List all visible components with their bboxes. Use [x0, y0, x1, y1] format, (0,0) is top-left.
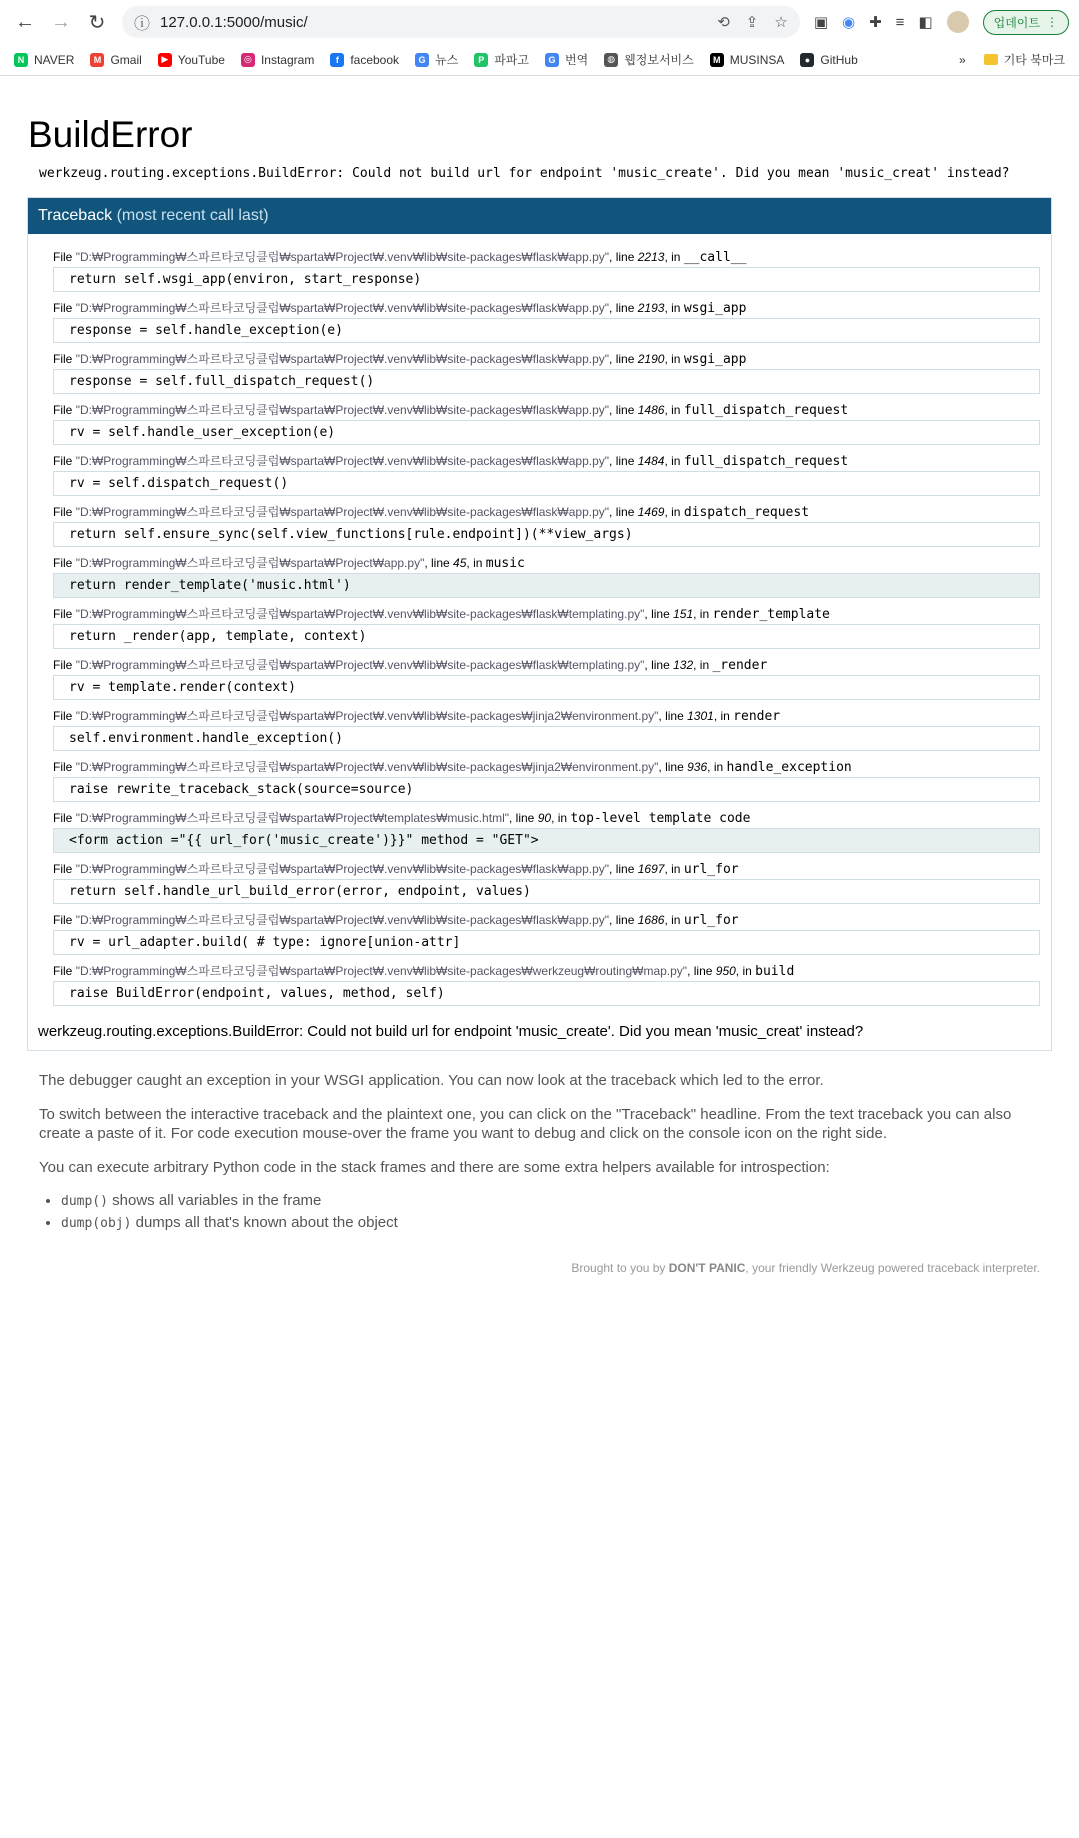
frame-file-prefix: File — [53, 505, 73, 519]
frame-function: url_for — [683, 913, 739, 928]
frame-filename: "D:₩Programming₩스파르타코딩클럽₩sparta₩Project₩templates₩music.html" — [75, 811, 509, 825]
frame-in-word: in — [713, 760, 724, 774]
bookmark-item[interactable] — [415, 51, 458, 68]
forward-arrow-icon[interactable]: → — [51, 10, 71, 33]
traceback-headline[interactable] — [28, 198, 1051, 234]
frame-file-prefix: File — [53, 556, 73, 570]
frame-in-word: in — [720, 709, 730, 723]
frame-filename: "D:₩Programming₩스파르타코딩클럽₩sparta₩Project₩.venv₩lib₩site-packages₩flask₩app.py" — [75, 454, 610, 468]
frame-header: File "D:₩Programming₩스파르타코딩클럽₩sparta₩Project₩.venv₩lib₩site-packages₩flask₩templating.py", line 151, in render_template — [53, 607, 830, 622]
frame-header: File "D:₩Programming₩스파르타코딩클럽₩sparta₩Project₩.venv₩lib₩site-packages₩flask₩templating.py", line 132, in _render — [53, 658, 768, 673]
youtube-icon: ▶ — [158, 53, 172, 67]
frame-line-word: line — [615, 454, 635, 468]
traceback-frame — [53, 758, 1040, 802]
bookmark-item[interactable] — [90, 53, 141, 67]
bookmark-item[interactable] — [710, 53, 785, 67]
frame-header: File "D:₩Programming₩스파르타코딩클럽₩sparta₩Project₩.venv₩lib₩site-packages₩flask₩app.py", line 2190, in wsgi_app — [53, 352, 747, 367]
bookmark-item[interactable] — [604, 51, 694, 68]
traceback-frame — [53, 503, 1040, 547]
extension-record-icon[interactable]: ◉ — [842, 14, 856, 31]
other-bookmarks-folder[interactable] — [984, 51, 1065, 68]
frame-filename: "D:₩Programming₩스파르타코딩클럽₩sparta₩Project₩app.py" — [75, 556, 425, 570]
helper-text: dumps all that's known about the object — [131, 1213, 398, 1231]
frame-filename: "D:₩Programming₩스파르타코딩클럽₩sparta₩Project₩.venv₩lib₩site-packages₩werkzeug₩routing₩map.py" — [75, 964, 688, 978]
frame-line-word: line — [431, 556, 450, 570]
frame-file-prefix: File — [53, 250, 73, 264]
frame-header: File "D:₩Programming₩스파르타코딩클럽₩sparta₩Project₩.venv₩lib₩site-packages₩jinja2₩environment.py", line 1301, in render — [53, 709, 781, 724]
helper-text: shows all variables in the frame — [107, 1192, 322, 1209]
frame-header: File "D:₩Programming₩스파르타코딩클럽₩sparta₩Project₩app.py", line 45, in music — [53, 556, 525, 571]
explanation-paragraph-1: The debugger caught an exception in your WSGI application. You can now look at the traceback which led to the error. — [39, 1072, 824, 1089]
update-button[interactable] — [983, 10, 1069, 35]
frame-header: File "D:₩Programming₩스파르타코딩클럽₩sparta₩Project₩.venv₩lib₩site-packages₩flask₩app.py", line 2193, in wsgi_app — [53, 301, 747, 316]
frame-in-word: in — [699, 658, 710, 672]
frame-function: _render — [712, 658, 768, 673]
frame-in-word: in — [671, 352, 681, 366]
instagram-icon: ◎ — [241, 53, 255, 67]
frame-function: url_for — [683, 862, 739, 877]
frame-line-number: 950 — [715, 964, 736, 978]
url-text[interactable]: 127.0.0.1:5000/music/ — [160, 13, 308, 31]
frame-function: render — [733, 709, 781, 724]
frame-source-line[interactable]: return render_template('music.html') — [53, 573, 1040, 598]
bookmark-label: Gmail — [110, 52, 142, 67]
frame-filename: "D:₩Programming₩스파르타코딩클럽₩sparta₩Project₩.venv₩lib₩site-packages₩flask₩app.py" — [75, 352, 610, 366]
frame-header: File "D:₩Programming₩스파르타코딩클럽₩sparta₩Project₩.venv₩lib₩site-packages₩flask₩app.py", line 1697, in url_for — [53, 862, 739, 877]
traceback-frame — [53, 554, 1040, 598]
translate-page-icon[interactable]: ⟲ — [717, 14, 730, 31]
page-title: BuildError — [28, 114, 193, 155]
frame-line-word: line — [651, 607, 670, 621]
frame-line-word: line — [615, 250, 635, 264]
musinsa-icon: M — [710, 53, 724, 67]
side-panel-icon[interactable]: ◧ — [918, 14, 933, 31]
extensions-puzzle-icon[interactable]: ✚ — [869, 14, 882, 31]
facebook-icon: f — [330, 53, 344, 67]
frame-filename: "D:₩Programming₩스파르타코딩클럽₩sparta₩Project₩.venv₩lib₩site-packages₩flask₩app.py" — [75, 403, 610, 417]
frame-filename: "D:₩Programming₩스파르타코딩클럽₩sparta₩Project₩.venv₩lib₩site-packages₩flask₩app.py" — [75, 862, 610, 876]
more-bookmarks-chevron[interactable]: » — [959, 52, 966, 67]
frame-line-number: 45 — [453, 556, 467, 570]
frame-filename: "D:₩Programming₩스파르타코딩클럽₩sparta₩Project₩.venv₩lib₩site-packages₩flask₩app.py" — [75, 913, 610, 927]
frame-source-line[interactable]: raise rewrite_traceback_stack(source=source) — [53, 777, 1040, 802]
back-arrow-icon[interactable]: ← — [15, 10, 35, 33]
frame-file-prefix: File — [53, 403, 73, 417]
browser-toolbar — [0, 0, 1079, 44]
traceback-subtitle: (most recent call last) — [116, 207, 269, 224]
bookmark-item[interactable] — [158, 53, 225, 67]
frame-filename: "D:₩Programming₩스파르타코딩클럽₩sparta₩Project₩.venv₩lib₩site-packages₩flask₩app.py" — [75, 301, 610, 315]
helper-code: dump() — [61, 1194, 108, 1209]
bookmark-item[interactable] — [474, 51, 529, 68]
bookmark-item[interactable] — [14, 53, 74, 67]
explanation-paragraph-2: To switch between the interactive traceback and the plaintext one, you can click on the "Traceback" headline. From the text traceback you can also create a paste of it. For code execution mouse-over the frame you want to debug and click on the console icon on the right side. — [39, 1105, 1012, 1142]
traceback-frame — [53, 350, 1040, 394]
bookmark-label: NAVER — [34, 52, 75, 67]
footer-brand: DON'T PANIC — [668, 1260, 746, 1275]
frame-line-word: line — [615, 301, 635, 315]
frame-in-word: in — [671, 862, 681, 876]
frame-in-word: in — [557, 811, 568, 825]
address-bar[interactable] — [122, 6, 800, 38]
news-icon: G — [415, 53, 429, 67]
frame-line-word: line — [665, 760, 684, 774]
traceback-title: Traceback — [38, 207, 113, 224]
bookmark-item[interactable] — [330, 53, 399, 67]
frame-function: full_dispatch_request — [683, 403, 849, 418]
traceback-frame — [53, 962, 1040, 1006]
frame-line-number: 1469 — [637, 505, 665, 519]
frame-source-line[interactable]: response = self.full_dispatch_request() — [53, 369, 1040, 394]
bookmark-label: GitHub — [820, 52, 858, 67]
frame-in-word: in — [671, 403, 681, 417]
extension-box-icon[interactable]: ▣ — [813, 14, 828, 31]
frame-header: File "D:₩Programming₩스파르타코딩클럽₩sparta₩Project₩.venv₩lib₩site-packages₩werkzeug₩routing₩map.py", line 950, in build — [53, 964, 795, 979]
frame-line-word: line — [515, 811, 535, 825]
frame-filename: "D:₩Programming₩스파르타코딩클럽₩sparta₩Project₩.venv₩lib₩site-packages₩jinja2₩environment.py" — [75, 760, 659, 774]
folder-icon — [984, 54, 998, 65]
bookmark-label: 번역 — [564, 53, 589, 67]
frame-line-number: 1301 — [687, 709, 714, 723]
bookmark-label: 뉴스 — [435, 53, 459, 67]
frame-source-line[interactable]: raise BuildError(endpoint, values, method, self) — [53, 981, 1040, 1006]
traceback-frame — [53, 605, 1040, 649]
share-icon[interactable]: ⇪ — [745, 14, 759, 31]
frame-line-word: line — [615, 403, 635, 417]
frame-list — [28, 234, 1051, 1006]
frame-header: File "D:₩Programming₩스파르타코딩클럽₩sparta₩Project₩.venv₩lib₩site-packages₩flask₩app.py", line 1486, in full_dispatch_request — [53, 403, 849, 418]
frame-header: File "D:₩Programming₩스파르타코딩클럽₩sparta₩Project₩.venv₩lib₩site-packages₩flask₩app.py", line 2213, in __call__ — [53, 250, 747, 265]
frame-header: File "D:₩Programming₩스파르타코딩클럽₩sparta₩Project₩templates₩music.html", line 90, in top-level template code — [53, 811, 751, 826]
bookmark-item[interactable] — [800, 53, 857, 67]
error-message: werkzeug.routing.exceptions.BuildError: Could not build url for endpoint 'music_create'. Did you mean 'music_creat' instead? — [39, 166, 1010, 181]
traceback-frame — [53, 707, 1040, 751]
traceback-frame — [53, 911, 1040, 955]
bookmark-label: Instagram — [260, 52, 315, 67]
helper-code: dump(obj) — [61, 1215, 132, 1231]
avatar[interactable] — [947, 11, 969, 33]
frame-in-word: in — [671, 301, 681, 315]
helpers-list — [39, 1191, 1040, 1233]
kebab-menu-icon: ⋮ — [1046, 15, 1058, 29]
frame-function: handle_exception — [726, 760, 852, 775]
frame-line-word: line — [693, 964, 713, 978]
frame-function: render_template — [712, 607, 830, 622]
frame-line-word: line — [615, 505, 635, 519]
traceback-frame — [53, 656, 1040, 700]
frame-line-number: 2193 — [637, 301, 665, 315]
list-item — [61, 1213, 1040, 1233]
frame-line-word: line — [615, 862, 635, 876]
footer-suffix: , your friendly Werkzeug powered traceback interpreter. — [745, 1260, 1040, 1275]
traceback-frame — [53, 299, 1040, 343]
frame-file-prefix: File — [53, 607, 73, 621]
frame-in-word: in — [671, 250, 681, 264]
frame-file-prefix: File — [53, 301, 73, 315]
frame-source-line[interactable]: rv = self.dispatch_request() — [53, 471, 1040, 496]
reload-icon[interactable]: ↻ — [88, 11, 106, 34]
bookmark-item[interactable] — [545, 51, 588, 68]
frame-filename: "D:₩Programming₩스파르타코딩클럽₩sparta₩Project₩.venv₩lib₩site-packages₩flask₩app.py" — [75, 505, 610, 519]
list-item — [61, 1191, 1040, 1211]
traceback-frame — [53, 248, 1040, 292]
bookmark-label: 웹정보서비스 — [624, 53, 694, 67]
frame-line-number: 2213 — [637, 250, 665, 264]
frame-in-word: in — [671, 505, 681, 519]
frame-source-line[interactable]: rv = url_adapter.build( # type: ignore[union-attr] — [53, 930, 1040, 955]
frame-source-line[interactable]: return self.ensure_sync(self.view_functions[rule.endpoint])(**view_args) — [53, 522, 1040, 547]
bookmarks-bar — [0, 44, 1079, 76]
frame-header: File "D:₩Programming₩스파르타코딩클럽₩sparta₩Project₩.venv₩lib₩site-packages₩flask₩app.py", line 1469, in dispatch_request — [53, 505, 810, 520]
frame-source-line[interactable]: return self.wsgi_app(environ, start_response) — [53, 267, 1040, 292]
traceback-panel — [27, 197, 1052, 1051]
footer-prefix: Brought to you by — [571, 1260, 669, 1275]
frame-filename: "D:₩Programming₩스파르타코딩클럽₩sparta₩Project₩.venv₩lib₩site-packages₩flask₩app.py" — [75, 250, 610, 264]
frame-filename: "D:₩Programming₩스파르타코딩클럽₩sparta₩Project₩.venv₩lib₩site-packages₩jinja2₩environment.py" — [75, 709, 659, 723]
bookmark-star-icon[interactable]: ☆ — [774, 14, 788, 31]
frame-file-prefix: File — [53, 658, 73, 672]
naver-icon: N — [14, 53, 28, 67]
bookmark-label: 파파고 — [494, 53, 529, 67]
frame-file-prefix: File — [53, 862, 73, 876]
globe-icon: ◍ — [604, 53, 618, 67]
explanation — [27, 1071, 1052, 1276]
bookmark-label: facebook — [350, 52, 400, 67]
traceback-frame — [53, 401, 1040, 445]
bookmark-label: YouTube — [177, 52, 225, 67]
media-queue-icon[interactable]: ≡ — [895, 13, 905, 31]
frame-source-line[interactable]: <form action ="{{ url_for('music_create')}}" method = "GET"> — [53, 828, 1040, 853]
frame-in-word: in — [671, 913, 681, 927]
frame-source-line[interactable]: return self.handle_url_build_error(error, endpoint, values) — [53, 879, 1040, 904]
traceback-frame — [53, 809, 1040, 853]
explanation-paragraph-3: You can execute arbitrary Python code in the stack frames and there are some extra helpers available for introspection: — [39, 1158, 830, 1176]
frame-line-number: 1486 — [637, 403, 665, 417]
bookmark-label: MUSINSA — [729, 52, 785, 67]
plain-error-message: werkzeug.routing.exceptions.BuildError: Could not build url for endpoint 'music_create'. Did you mean 'music_creat' instead? — [38, 1023, 864, 1040]
frame-line-number: 1686 — [637, 913, 665, 927]
frame-function: build — [755, 964, 795, 979]
other-bookmarks-label: 기타 북마크 — [1003, 53, 1065, 67]
update-button-label: 업데이트 — [993, 15, 1040, 30]
frame-source-line[interactable]: return _render(app, template, context) — [53, 624, 1040, 649]
debugger-page — [0, 114, 1079, 1276]
frame-in-word: in — [699, 607, 710, 621]
frame-function: full_dispatch_request — [683, 454, 849, 469]
github-icon: ● — [800, 53, 814, 67]
frame-line-number: 2190 — [637, 352, 665, 366]
traceback-frame — [53, 452, 1040, 496]
frame-filename: "D:₩Programming₩스파르타코딩클럽₩sparta₩Project₩.venv₩lib₩site-packages₩flask₩templating.py" — [75, 607, 645, 621]
footer — [39, 1261, 1040, 1277]
frame-file-prefix: File — [53, 964, 73, 978]
frame-source-line[interactable]: rv = template.render(context) — [53, 675, 1040, 700]
frame-header: File "D:₩Programming₩스파르타코딩클럽₩sparta₩Project₩.venv₩lib₩site-packages₩jinja2₩environment.py", line 936, in handle_exception — [53, 760, 852, 775]
frame-line-number: 1697 — [637, 862, 665, 876]
frame-file-prefix: File — [53, 454, 73, 468]
frame-file-prefix: File — [53, 811, 73, 825]
frame-filename: "D:₩Programming₩스파르타코딩클럽₩sparta₩Project₩.venv₩lib₩site-packages₩flask₩templating.py" — [75, 658, 645, 672]
gmail-icon: M — [90, 53, 104, 67]
frame-line-word: line — [615, 352, 635, 366]
traceback-frame — [53, 860, 1040, 904]
frame-line-number: 132 — [673, 658, 694, 672]
frame-source-line[interactable]: response = self.handle_exception(e) — [53, 318, 1040, 343]
frame-function: top-level template code — [570, 811, 751, 826]
frame-line-number: 936 — [687, 760, 708, 774]
papago-icon: P — [474, 53, 488, 67]
frame-header: File "D:₩Programming₩스파르타코딩클럽₩sparta₩Project₩.venv₩lib₩site-packages₩flask₩app.py", line 1686, in url_for — [53, 913, 739, 928]
frame-header: File "D:₩Programming₩스파르타코딩클럽₩sparta₩Project₩.venv₩lib₩site-packages₩flask₩app.py", line 1484, in full_dispatch_request — [53, 454, 849, 469]
frame-in-word: in — [742, 964, 752, 978]
frame-in-word: in — [671, 454, 681, 468]
frame-source-line[interactable]: self.environment.handle_exception() — [53, 726, 1040, 751]
frame-function: dispatch_request — [683, 505, 810, 520]
site-info-icon[interactable]: ⓘ — [134, 15, 151, 33]
frame-source-line[interactable]: rv = self.handle_user_exception(e) — [53, 420, 1040, 445]
frame-line-word: line — [665, 709, 684, 723]
frame-file-prefix: File — [53, 352, 73, 366]
translate-icon: G — [545, 53, 559, 67]
frame-in-word: in — [473, 556, 483, 570]
frame-line-word: line — [615, 913, 635, 927]
frame-file-prefix: File — [53, 760, 73, 774]
frame-function: __call__ — [683, 250, 747, 265]
frame-line-word: line — [651, 658, 670, 672]
frame-line-number: 151 — [673, 607, 694, 621]
frame-function: wsgi_app — [683, 301, 747, 316]
frame-line-number: 90 — [537, 811, 552, 825]
frame-file-prefix: File — [53, 913, 73, 927]
frame-file-prefix: File — [53, 709, 73, 723]
frame-function: wsgi_app — [683, 352, 747, 367]
frame-line-number: 1484 — [637, 454, 665, 468]
bookmark-item[interactable] — [241, 53, 314, 67]
frame-function: music — [485, 556, 525, 571]
